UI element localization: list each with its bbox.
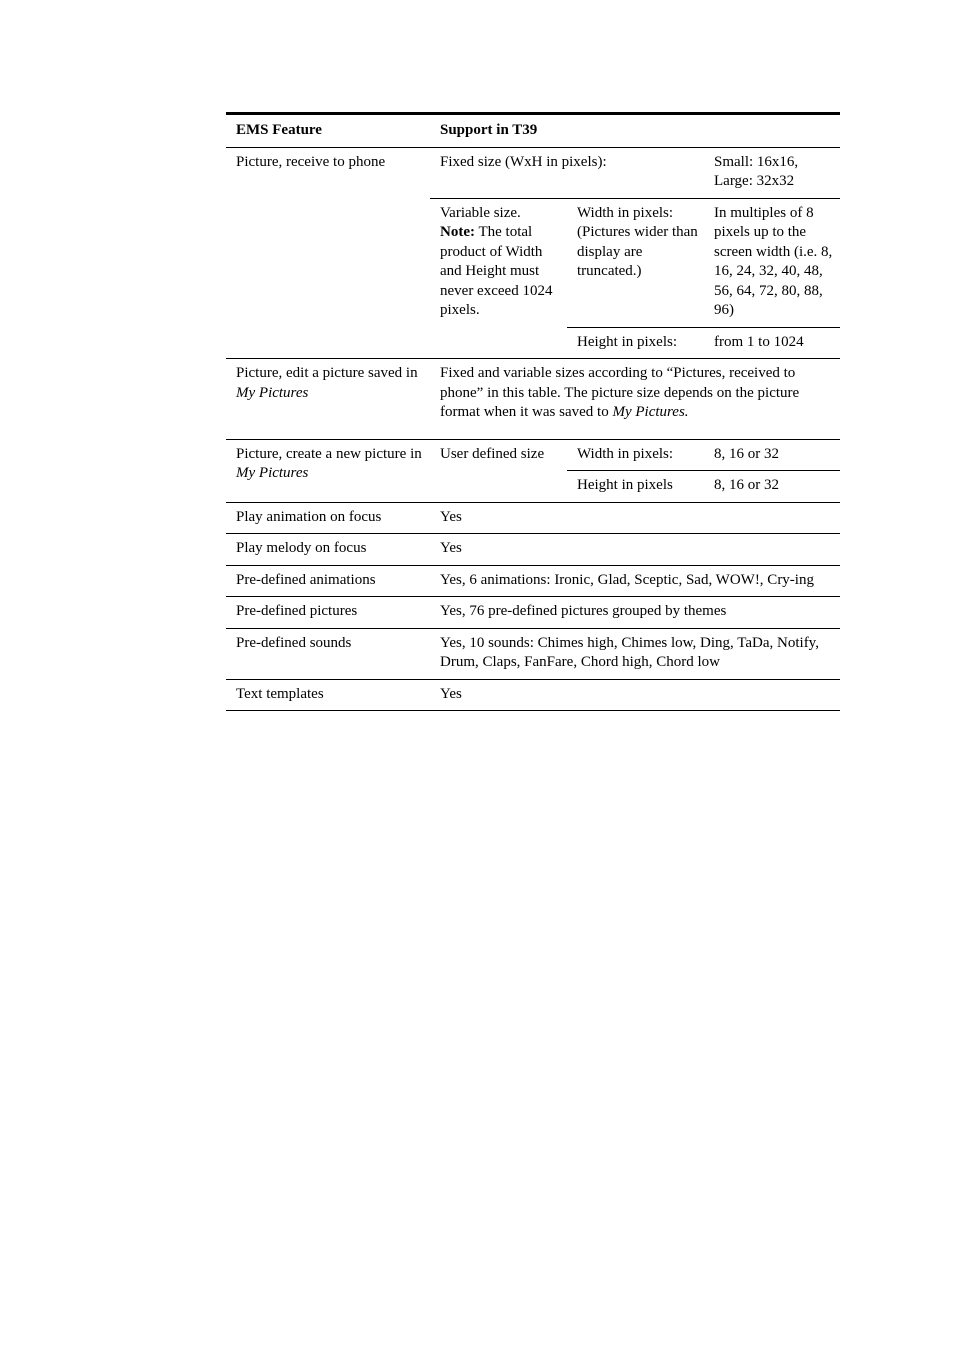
table-row <box>226 679 840 711</box>
fixed-size-small: Small: 16x16, <box>714 153 799 170</box>
table-row <box>226 597 840 629</box>
fixed-size-label: Fixed size (WxH in pixels): <box>430 147 704 198</box>
support-text-templates: Yes <box>430 679 840 711</box>
width-pixels-label: Width in pixels: (Pictures wider than display are truncated.) <box>567 198 704 327</box>
header-ems-feature: EMS Feature <box>226 114 430 148</box>
support-picture-edit <box>430 359 840 440</box>
feature-predefined-sounds: Pre-defined sounds <box>226 628 430 679</box>
width-pixels-value: In multiples of 8 pixels up to the screen width (i.e. 8, 16, 24, 32, 40, 48, 56, 64, 72, 80, 88, 96) <box>704 198 840 327</box>
height-pixels-value: from 1 to 1024 <box>704 327 840 359</box>
create-width-value: 8, 16 or 32 <box>704 439 840 471</box>
create-width-label: Width in pixels: <box>567 439 704 471</box>
ems-feature-table <box>226 112 840 711</box>
feature-picture-receive: Picture, receive to phone <box>226 147 430 359</box>
feature-predefined-pictures: Pre-defined pictures <box>226 597 430 629</box>
table-row <box>226 439 840 471</box>
feature-play-melody: Play melody on focus <box>226 534 430 566</box>
support-play-melody: Yes <box>430 534 840 566</box>
create-height-label: Height in pixels <box>567 471 704 503</box>
fixed-size-value <box>704 147 840 198</box>
support-predefined-animations: Yes, 6 animations: Ironic, Glad, Sceptic, Sad, WOW!, Cry-ing <box>430 565 840 597</box>
support-predefined-sounds: Yes, 10 sounds: Chimes high, Chimes low, Ding, TaDa, Notify, Drum, Claps, FanFare, Chord high, Chord low <box>430 628 840 679</box>
support-picture-create: User defined size <box>430 439 567 502</box>
feature-edit-italic: My Pictures <box>236 384 309 401</box>
variable-size-intro: Variable size. <box>440 204 521 221</box>
feature-text-templates: Text templates <box>226 679 430 711</box>
table-row <box>226 534 840 566</box>
support-edit-italic: My Pictures. <box>612 404 689 420</box>
table-row <box>226 359 840 440</box>
support-play-animation: Yes <box>430 502 840 534</box>
table-header-row <box>226 114 840 148</box>
table-row <box>226 502 840 534</box>
feature-predefined-animations: Pre-defined animations <box>226 565 430 597</box>
table-row <box>226 628 840 679</box>
feature-edit-text: Picture, edit a picture saved in <box>236 365 418 381</box>
height-pixels-label: Height in pixels: <box>567 327 704 359</box>
support-predefined-pictures: Yes, 76 pre-defined pictures grouped by themes <box>430 597 840 629</box>
support-edit-text: Fixed and variable sizes according to “Pictures, received to phone” in this table. The picture size depends on the picture format when it was saved to <box>440 365 800 420</box>
header-support: Support in T39 <box>430 114 840 148</box>
variable-note-label: Note: <box>440 224 475 240</box>
feature-play-animation: Play animation on focus <box>226 502 430 534</box>
table-row <box>226 147 840 198</box>
feature-create-italic: My Pictures <box>236 465 309 481</box>
feature-picture-create <box>226 439 430 502</box>
variable-note-text: The total product of Width and Height must never exceed 1024 pixels. <box>440 224 553 318</box>
fixed-size-large: Large: 32x32 <box>714 173 795 189</box>
feature-create-text: Picture, create a new picture in <box>236 445 422 462</box>
variable-size-cell <box>430 198 567 359</box>
table-row <box>226 565 840 597</box>
create-height-value: 8, 16 or 32 <box>704 471 840 503</box>
feature-picture-edit <box>226 359 430 440</box>
